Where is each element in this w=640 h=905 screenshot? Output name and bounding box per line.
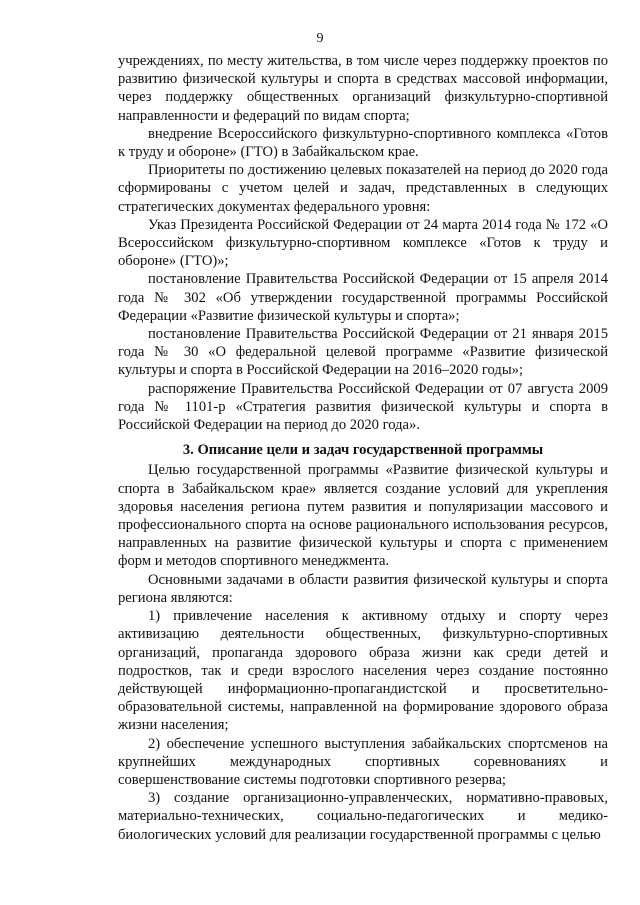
paragraph: внедрение Всероссийского физкультурно-спортивного комплекса «Готов к труду и обороне» (ГТО) в Забайкальском крае. [118, 125, 608, 161]
paragraph: учреждениях, по месту жительства, в том числе через поддержку проектов по развитию физической культуры и спорта в средствах массовой информации, через поддержку общественных организаций физкультурно-спортивной направленности и федераций по видам спорта; [118, 53, 608, 124]
list-item: 1) привлечение населения к активному отдыху и спорту через активизацию деятельности общественных, физкультурно-спортивных организаций, пропаганда здорового образа жизни как среди детей и подростков, так и среди взрослого населения через создание постоянно действующей информационно-пропагандистской и просветительно-образовательной системы, направленной на формирование здорового образа жизни населения; [118, 608, 608, 734]
paragraph: Целью государственной программы «Развитие физической культуры и спорта в Забайкальском крае» является создание условий для укрепления здоровья населения региона путем развития и популяризации массового и профессионального спорта на основе рационального использования ресурсов, направленных на развитие физической культуры и спорта с применением форм и методов спортивного менеджмента. [118, 462, 608, 570]
section-heading: 3. Описание цели и задач государственной программы [182, 442, 544, 459]
paragraph: Основными задачами в области развития физической культуры и спорта региона являются: [118, 571, 608, 606]
page-number: 9 [316, 31, 324, 46]
paragraph: распоряжение Правительства Российской Федерации от 07 августа 2009 года № 1101-р «Стратегия развития физической культуры и спорта в Российской Федерации на период до 2020 года». [118, 380, 608, 434]
paragraph: постановление Правительства Российской Федерации от 15 апреля 2014 года № 302 «Об утверждении государственной программы Российской Федерации «Развитие физической культуры и спорта»; [118, 271, 608, 324]
paragraph: постановление Правительства Российской Федерации от 21 января 2015 года № 30 «О федеральной целевой программе «Развитие физической культуры и спорта в Российской Федерации на 2016–2020 годы»; [118, 326, 608, 379]
document-body [118, 52, 608, 844]
paragraph: Указ Президента Российской Федерации от 24 марта 2014 года № 172 «О Всероссийском физкультурно-спортивном комплексе «Готов к труду и обороне» (ГТО)»; [118, 216, 608, 270]
paragraph: Приоритеты по достижению целевых показателей на период до 2020 года сформированы с учетом целей и задач, представленных в следующих стратегических документах федерального уровня: [118, 162, 608, 215]
list-item: 3) создание организационно-управленческих, нормативно-правовых, материально-технических, социально-педагогических и медико-биологических условий для реализации государственной программы с целью [118, 790, 608, 843]
list-item: 2) обеспечение успешного выступления забайкальских спортсменов на крупнейших международных спортивных соревнованиях и совершенствование системы подготовки спортивного резерва; [118, 735, 608, 788]
